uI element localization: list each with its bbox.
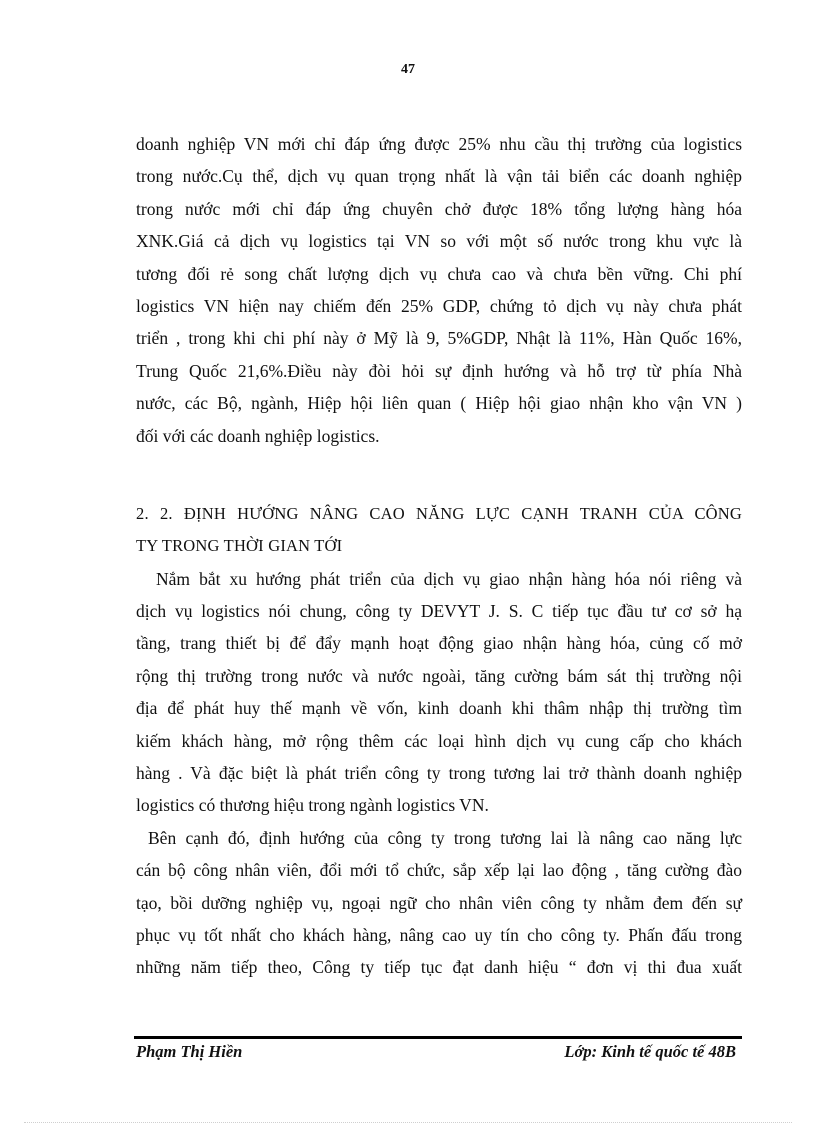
footer-divider	[134, 1036, 742, 1039]
heading-line: 2. 2. ĐỊNH HƯỚNG NÂNG CAO NĂNG LỰC CẠNH TRANH CỦA CÔNG	[136, 503, 742, 523]
text-line: trong nước.Cụ thể, dịch vụ quan trọng nhất là vận tải biển các doanh nghiệp	[136, 166, 742, 187]
text-line: trong nước mới chỉ đáp ứng chuyên chở được 18% tổng lượng hàng hóa	[136, 198, 742, 219]
section-spacer	[136, 452, 742, 498]
text-line: tạo, bồi dưỡng nghiệp vụ, ngoại ngữ cho nhân viên công ty nhằm đem đến sự	[136, 892, 742, 913]
footer-author: Phạm Thị Hiền	[136, 1042, 243, 1061]
text-line: triển , trong khi chi phí này ở Mỹ là 9, 5%GDP, Nhật là 11%, Hàn Quốc 16%,	[136, 328, 742, 349]
paragraph-staff-development	[136, 822, 742, 984]
text-line: phục vụ tốt nhất cho khách hàng, nâng cao uy tín cho công ty. Phấn đấu trong	[136, 924, 742, 945]
paragraph-company-direction	[136, 563, 742, 822]
text-line: XNK.Giá cả dịch vụ logistics tại VN so với một số nước trong khu vực là	[136, 231, 742, 252]
document-body	[136, 128, 742, 984]
text-line: nước, các Bộ, ngành, Hiệp hội liên quan ( Hiệp hội giao nhận kho vận VN )	[136, 393, 742, 414]
text-line: Bên cạnh đó, định hướng của công ty trong tương lai là nâng cao năng lực	[148, 827, 742, 848]
text-line: tầng, trang thiết bị để đẩy mạnh hoạt động giao nhận hàng hóa, củng cố mở	[136, 633, 742, 654]
text-line: logistics có thương hiệu trong ngành logistics VN.	[136, 795, 489, 816]
footer-class: Lớp: Kinh tế quốc tế 48B	[564, 1042, 736, 1061]
text-line: địa để phát huy thế mạnh về vốn, kinh doanh khi thâm nhập thị trường tìm	[136, 698, 742, 719]
text-line: cán bộ công nhân viên, đổi mới tổ chức, sắp xếp lại lao động , tăng cường đào	[136, 860, 742, 881]
text-line: rộng thị trường trong nước và nước ngoài, tăng cường bám sát thị trường nội	[136, 665, 742, 686]
text-line: hàng . Và đặc biệt là phát triển công ty trong tương lai trở thành doanh nghiệp	[136, 763, 742, 784]
page-number: 47	[401, 62, 415, 77]
heading-line: TY TRONG THỜI GIAN TỚI	[136, 536, 343, 556]
text-line: dịch vụ logistics nói chung, công ty DEVYT J. S. C tiếp tục đầu tư cơ sở hạ	[136, 601, 742, 622]
text-line: logistics VN hiện nay chiếm đến 25% GDP, chứng tỏ dịch vụ này chưa phát	[136, 295, 742, 316]
text-line: những năm tiếp theo, Công ty tiếp tục đạt danh hiệu “ đơn vị thi đua xuất	[136, 957, 742, 978]
text-line: kiếm khách hàng, mở rộng thêm các loại hình dịch vụ cung cấp cho khách	[136, 730, 742, 751]
text-line: đối với các doanh nghiệp logistics.	[136, 425, 380, 446]
text-line: Nắm bắt xu hướng phát triển của dịch vụ giao nhận hàng hóa nói riêng và	[156, 568, 742, 589]
text-line: tương đối rẻ song chất lượng dịch vụ chưa cao và chưa bền vững. Chi phí	[136, 263, 742, 284]
section-heading	[136, 498, 742, 563]
text-line: Trung Quốc 21,6%.Điều này đòi hỏi sự định hướng và hỗ trợ từ phía Nhà	[136, 360, 742, 381]
text-line: doanh nghiệp VN mới chỉ đáp ứng được 25% nhu cầu thị trường của logistics	[136, 134, 742, 154]
paragraph-logistics-costs	[136, 128, 742, 452]
